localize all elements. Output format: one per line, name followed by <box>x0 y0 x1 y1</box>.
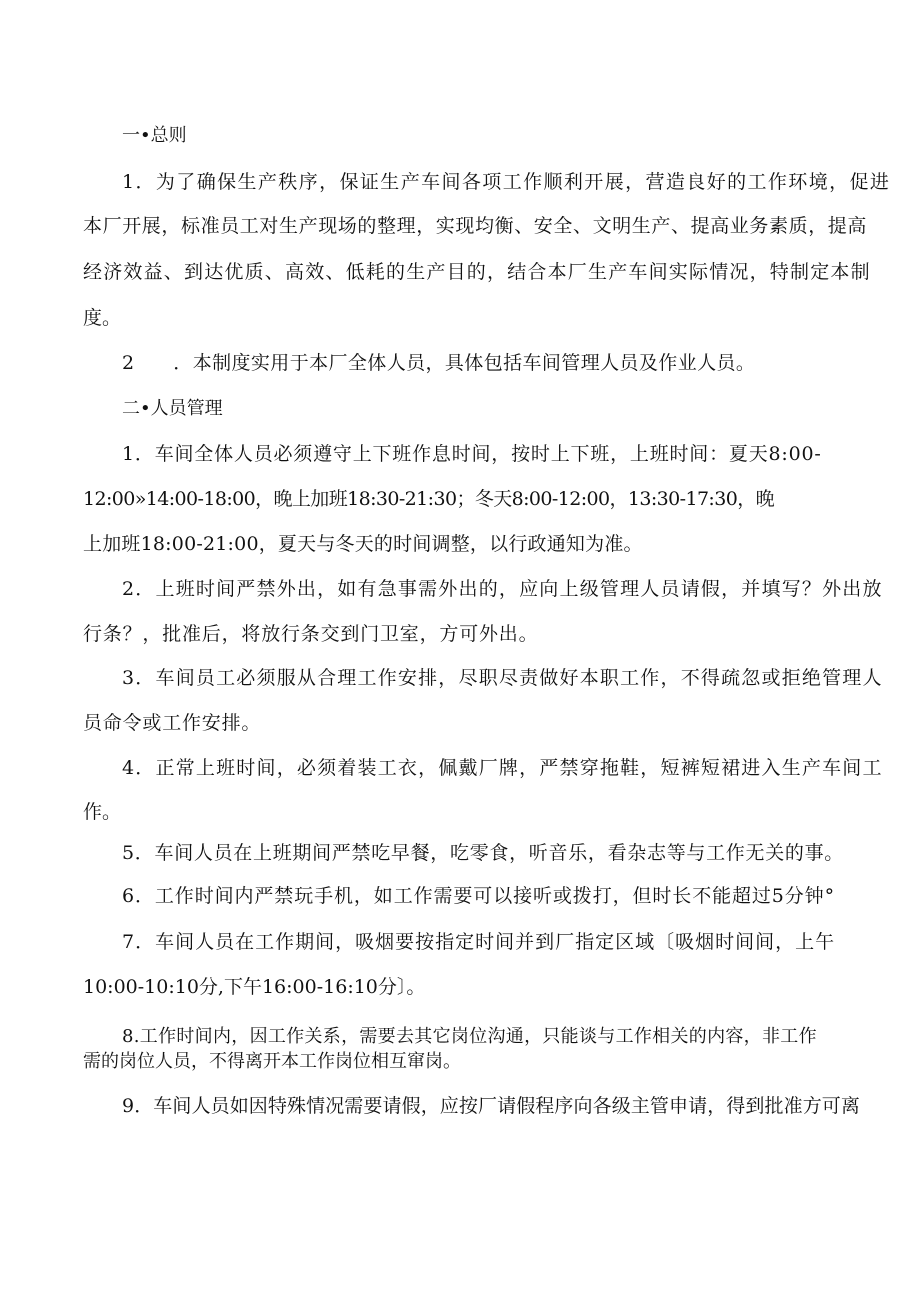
paragraph-line: 上加班18:00-21:00，夏天与冬天的时间调整，以行政通知为准。 <box>83 533 643 555</box>
paragraph-line: 经济效益、到达优质、高效、低耗的生产目的，结合本厂生产车间实际情况，特制定本制 <box>83 261 871 283</box>
paragraph-line: 3．车间员工必须服从合理工作安排，尽职尽责做好本职工作，不得疏忽或拒绝管理人 <box>122 667 883 689</box>
paragraph-line: 9．车间人员如因特殊情况需要请假，应按厂请假程序向各级主管申请，得到批准方可离 <box>122 1095 860 1117</box>
paragraph-line: 10:00-10:10分,下午16:00-16:10分〕。 <box>83 976 426 998</box>
paragraph-line: 1．为了确保生产秩序，保证生产车间各项工作顺利开展，营造良好的工作环境，促进 <box>122 171 891 193</box>
paragraph-line: 度。 <box>83 307 122 329</box>
paragraph-line: 2 ．本制度实用于本厂全体人员，具体包括车间管理人员及作业人员。 <box>122 352 756 374</box>
section-heading-general: 一•总则 <box>122 125 187 146</box>
paragraph-line: 5．车间人员在上班期间严禁吃早餐，吃零食，听音乐，看杂志等与工作无关的事。 <box>122 842 844 864</box>
paragraph-line: 作。 <box>83 801 122 823</box>
paragraph-line: 8.工作时间内，因工作关系，需要去其它岗位沟通，只能谈与工作相关的内容，非工作 <box>122 1026 817 1047</box>
section-heading-personnel: 二•人员管理 <box>122 398 223 419</box>
paragraph-line: 6．工作时间内严禁玩手机，如工作需要可以接听或拨打，但时长不能超过5分钟° <box>122 885 835 907</box>
paragraph-line: 7．车间人员在工作期间，吸烟要按指定时间并到厂指定区域〔吸烟时间间，上午 <box>122 931 836 953</box>
paragraph-line: 需的岗位人员，不得离开本工作岗位相互窜岗。 <box>83 1051 461 1072</box>
paragraph-line: 本厂开展，标准员工对生产现场的整理，实现均衡、安全、文明生产、提高业务素质，提高 <box>83 215 868 237</box>
paragraph-line: 员命令或工作安排。 <box>83 712 262 734</box>
paragraph-line: 2．上班时间严禁外出，如有急事需外出的，应向上级管理人员请假，并填写？外出放 <box>122 578 883 600</box>
paragraph-line: 4．正常上班时间，必须着装工衣，佩戴厂牌，严禁穿拖鞋，短裤短裙进入生产车间工 <box>122 757 883 779</box>
paragraph-line: 行条？，批准后，将放行条交到门卫室，方可外出。 <box>83 623 539 645</box>
paragraph-line: 12:00»14:00-18:00，晚上加班18:30-21:30；冬天8:00-12:00，13:30-17:30，晚 <box>83 488 775 510</box>
paragraph-line: 1．车间全体人员必须遵守上下班作息时间，按时上下班，上班时间：夏天8:00- <box>122 443 822 465</box>
